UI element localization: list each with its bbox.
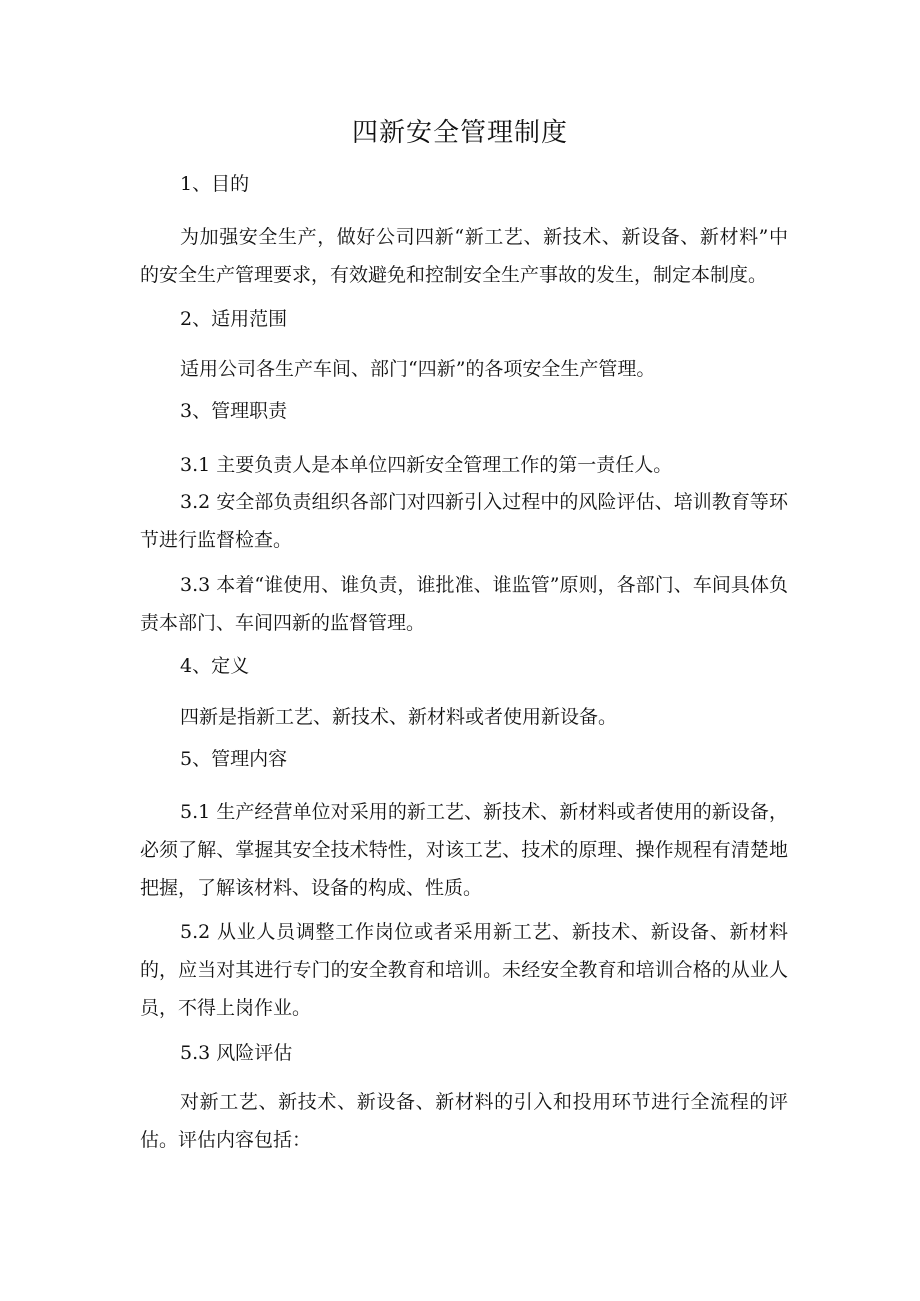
paragraph-scope: 适用公司各生产车间、部门“四新”的各项安全生产管理。	[180, 358, 656, 380]
paragraph-purpose: 为加强安全生产，做好公司四新“新工艺、新技术、新设备、新材料”中的安全生产管理要求，有效避免和控制安全生产事故的发生，制定本制度。	[140, 226, 788, 286]
paragraph-3-2: 3.2 安全部负责组织各部门对四新引入过程中的风险评估、培训教育等环节进行监督检查。	[140, 491, 788, 551]
paragraph-definition: 四新是指新工艺、新技术、新材料或者使用新设备。	[180, 706, 618, 728]
paragraph-5-1: 5.1 生产经营单位对采用的新工艺、新技术、新材料或者使用的新设备，必须了解、掌握其安全技术特性，对该工艺、技术的原理、操作规程有清楚地把握，了解该材料、设备的构成、性质。	[140, 801, 788, 899]
section-heading-responsibilities: 3、管理职责	[180, 400, 288, 422]
document-title: 四新安全管理制度	[351, 118, 568, 148]
paragraph-3-1: 3.1 主要负责人是本单位四新安全管理工作的第一责任人。	[180, 454, 673, 476]
section-heading-definition: 4、定义	[180, 655, 250, 677]
section-heading-risk-assessment: 5.3 风险评估	[180, 1042, 293, 1064]
section-heading-management-content: 5、管理内容	[180, 748, 288, 770]
section-heading-scope: 2、适用范围	[180, 308, 288, 330]
section-heading-purpose: 1、目的	[180, 173, 250, 195]
paragraph-5-2: 5.2 从业人员调整工作岗位或者采用新工艺、新技术、新设备、新材料的，应当对其进行专门的安全教育和培训。未经安全教育和培训合格的从业人员，不得上岗作业。	[140, 921, 788, 1019]
paragraph-3-3: 3.3 本着“谁使用、谁负责，谁批准、谁监管”原则，各部门、车间具体负责本部门、车间四新的监督管理。	[140, 574, 788, 634]
paragraph-risk-assessment: 对新工艺、新技术、新设备、新材料的引入和投用环节进行全流程的评估。评估内容包括：	[140, 1091, 788, 1151]
